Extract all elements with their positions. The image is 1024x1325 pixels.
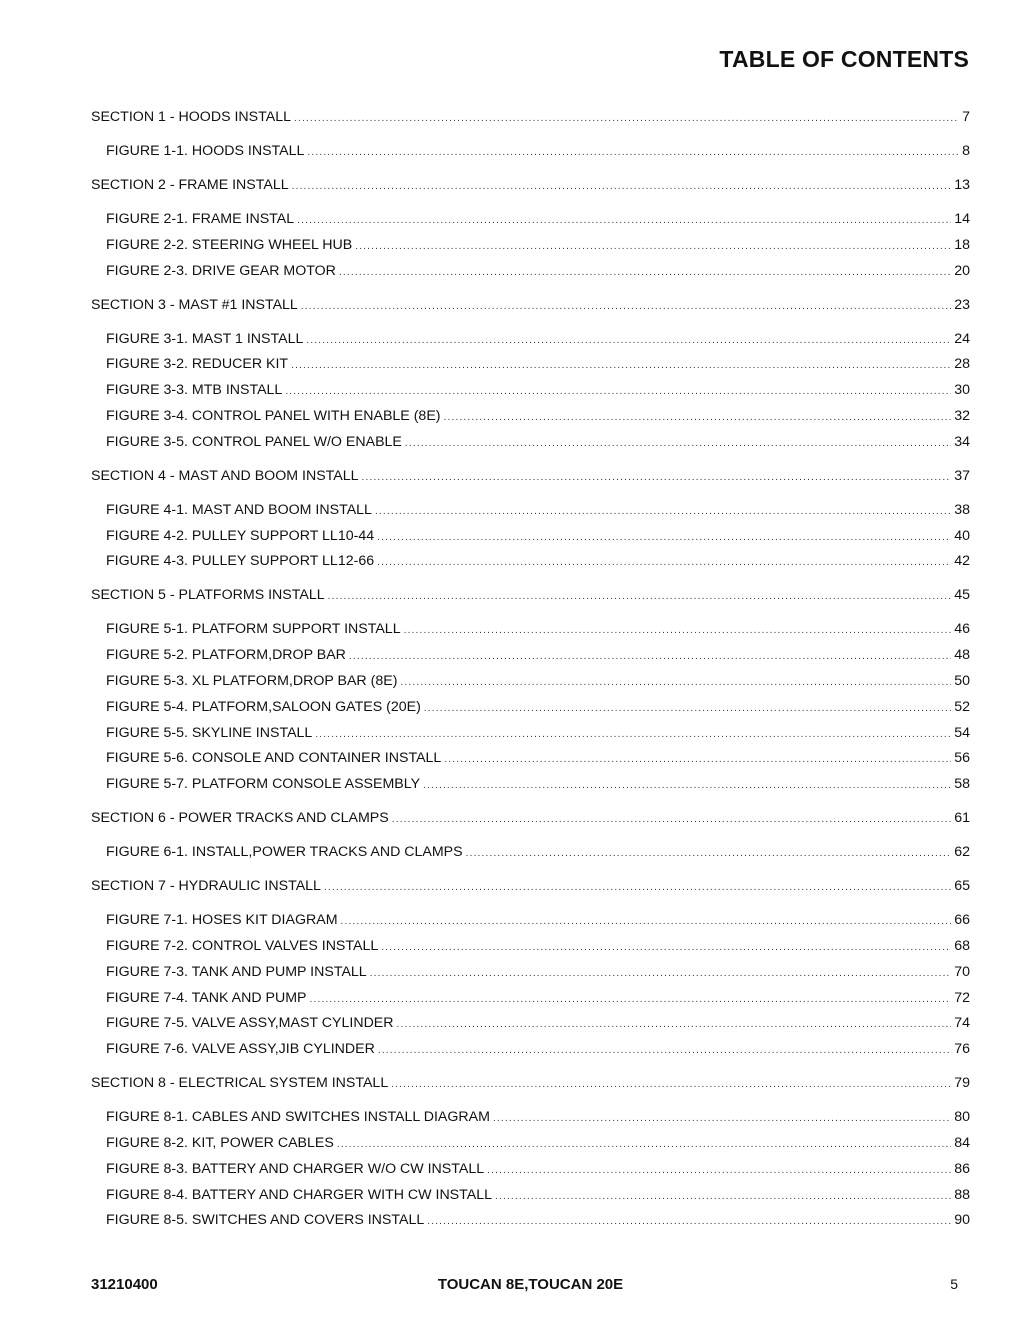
toc-entry[interactable]: [91, 467, 970, 485]
dot-leader: [391, 1078, 951, 1092]
toc-entry-label: FIGURE 2-2. STEERING WHEEL HUB: [106, 236, 353, 253]
toc-entry-page: 7: [962, 109, 970, 125]
toc-entry-label: SECTION 3 - MAST #1 INSTALL: [91, 296, 298, 313]
dot-leader: [397, 1018, 952, 1032]
toc-entry-label: FIGURE 4-1. MAST AND BOOM INSTALL: [106, 501, 372, 518]
toc-entry-label: FIGURE 1-1. HOODS INSTALL: [106, 143, 305, 159]
toc-entry-page: 88: [954, 1186, 970, 1203]
toc-entry[interactable]: [91, 527, 970, 545]
toc-entry[interactable]: [91, 407, 970, 425]
dot-leader: [493, 1112, 951, 1126]
toc-entry-page: 23: [954, 296, 970, 313]
toc-entry-label: FIGURE 3-5. CONTROL PANEL W/O ENABLE: [106, 433, 402, 450]
toc-entry[interactable]: [91, 586, 970, 604]
toc-entry[interactable]: [91, 1040, 970, 1058]
dot-leader: [291, 359, 951, 373]
toc-entry-page: 76: [954, 1041, 970, 1058]
toc-entry-label: FIGURE 5-4. PLATFORM,SALOON GATES (20E): [106, 698, 421, 715]
dot-leader: [378, 1044, 951, 1058]
toc-entry[interactable]: [91, 809, 970, 827]
toc-entry[interactable]: [91, 877, 970, 895]
dot-leader: [375, 505, 951, 519]
dot-leader: [306, 334, 951, 348]
dot-leader: [349, 650, 951, 664]
toc-entry-label: FIGURE 5-2. PLATFORM,DROP BAR: [106, 647, 346, 664]
toc-entry-page: 68: [954, 938, 970, 954]
toc-entry[interactable]: [91, 989, 970, 1007]
toc-entry-label: FIGURE 8-3. BATTERY AND CHARGER W/O CW INSTALL: [106, 1160, 485, 1177]
dot-leader: [400, 676, 951, 690]
dot-leader: [423, 779, 951, 793]
toc-entry[interactable]: [91, 501, 970, 519]
toc-entry-page: 28: [954, 356, 970, 373]
toc-entry-label: FIGURE 3-1. MAST 1 INSTALL: [106, 330, 304, 347]
toc-entry[interactable]: [91, 843, 970, 861]
dot-leader: [324, 881, 951, 895]
toc-entry[interactable]: [91, 1186, 970, 1204]
dot-leader: [405, 437, 951, 451]
toc-entry-label: SECTION 4 - MAST AND BOOM INSTALL: [91, 467, 359, 484]
toc-entry-page: 24: [954, 330, 970, 347]
toc-entry-label: FIGURE 8-2. KIT, POWER CABLES: [106, 1135, 334, 1151]
toc-entry-page: 38: [954, 501, 970, 518]
toc-entry[interactable]: [91, 1160, 970, 1178]
toc-entry[interactable]: [91, 330, 970, 348]
dot-leader: [292, 180, 952, 194]
toc-entry[interactable]: [91, 698, 970, 716]
toc-entry[interactable]: [91, 646, 970, 664]
dot-leader: [310, 993, 952, 1007]
toc-entry-page: 8: [962, 143, 970, 159]
toc-entry-label: FIGURE 4-3. PULLEY SUPPORT LL12-66: [106, 553, 375, 570]
dot-leader: [427, 1215, 951, 1229]
dot-leader: [355, 240, 951, 254]
toc-entry[interactable]: [91, 296, 970, 314]
toc-entry-page: 54: [954, 724, 970, 741]
toc-entry-page: 70: [954, 963, 970, 980]
toc-entry-label: FIGURE 7-3. TANK AND PUMP INSTALL: [106, 963, 367, 980]
toc-entry-page: 40: [954, 527, 970, 544]
toc-entry[interactable]: [91, 775, 970, 793]
dot-leader: [337, 1138, 951, 1152]
toc-entry-page: 84: [954, 1135, 970, 1151]
toc-entry-label: SECTION 5 - PLATFORMS INSTALL: [91, 587, 325, 604]
toc-entry-label: FIGURE 5-7. PLATFORM CONSOLE ASSEMBLY: [106, 776, 421, 793]
table-of-contents: [91, 0, 970, 1325]
dot-leader: [424, 702, 951, 716]
toc-entry-label: FIGURE 3-3. MTB INSTALL: [106, 382, 283, 399]
toc-entry[interactable]: [91, 1014, 970, 1032]
toc-entry-label: FIGURE 4-2. PULLEY SUPPORT LL10-44: [106, 527, 375, 544]
toc-entry[interactable]: [91, 210, 970, 228]
toc-entry-label: FIGURE 5-1. PLATFORM SUPPORT INSTALL: [106, 621, 401, 638]
dot-leader: [301, 300, 951, 314]
dot-leader: [377, 531, 951, 545]
toc-entry[interactable]: [91, 749, 970, 767]
toc-entry-page: 72: [954, 989, 970, 1006]
toc-entry-page: 56: [954, 750, 970, 767]
dot-leader: [377, 556, 951, 570]
toc-entry[interactable]: [91, 620, 970, 638]
dot-leader: [404, 624, 952, 638]
toc-entry-page: 74: [954, 1015, 970, 1032]
toc-entry-page: 58: [954, 776, 970, 793]
toc-entry-label: FIGURE 2-1. FRAME INSTAL: [106, 211, 295, 227]
toc-entry-label: FIGURE 5-6. CONSOLE AND CONTAINER INSTALL: [106, 750, 442, 767]
dot-leader: [339, 266, 951, 280]
toc-entry[interactable]: [91, 176, 970, 194]
page-title: TABLE OF CONTENTS: [719, 46, 969, 72]
toc-entry-label: FIGURE 7-4. TANK AND PUMP: [106, 989, 307, 1006]
toc-entry[interactable]: [91, 963, 970, 981]
toc-entry-label: FIGURE 7-2. CONTROL VALVES INSTALL: [106, 938, 379, 954]
toc-entry-page: 32: [954, 408, 970, 424]
toc-entry[interactable]: [91, 236, 970, 254]
dot-leader: [370, 967, 952, 981]
toc-entry-page: 14: [954, 211, 970, 227]
toc-entry[interactable]: [91, 1074, 970, 1092]
toc-entry[interactable]: [91, 262, 970, 280]
toc-entry[interactable]: [91, 355, 970, 373]
toc-entry[interactable]: [91, 911, 970, 929]
toc-entry-page: 42: [954, 553, 970, 570]
dot-leader: [315, 728, 951, 742]
dot-leader: [381, 941, 951, 955]
toc-entry-label: FIGURE 3-4. CONTROL PANEL WITH ENABLE (8E): [106, 408, 441, 424]
toc-entry-label: SECTION 6 - POWER TRACKS AND CLAMPS: [91, 810, 389, 827]
toc-entry-label: FIGURE 5-3. XL PLATFORM,DROP BAR (8E): [106, 673, 398, 689]
toc-entry[interactable]: [91, 724, 970, 742]
toc-entry[interactable]: [91, 108, 970, 126]
dot-leader: [285, 385, 951, 399]
dot-leader: [362, 471, 952, 485]
toc-entry[interactable]: [91, 672, 970, 690]
toc-entry-label: SECTION 8 - ELECTRICAL SYSTEM INSTALL: [91, 1075, 389, 1092]
toc-entry-page: 50: [954, 673, 970, 689]
toc-entry[interactable]: [91, 381, 970, 399]
toc-entry[interactable]: [91, 552, 970, 570]
dot-leader: [307, 146, 959, 160]
toc-entry-label: FIGURE 2-3. DRIVE GEAR MOTOR: [106, 262, 336, 279]
dot-leader: [444, 753, 951, 767]
document-number: 31210400: [91, 1276, 158, 1293]
toc-entry-label: FIGURE 7-5. VALVE ASSY,MAST CYLINDER: [106, 1015, 394, 1032]
dot-leader: [444, 411, 952, 425]
toc-entry[interactable]: [91, 937, 970, 955]
toc-entry-label: FIGURE 3-2. REDUCER KIT: [106, 356, 289, 373]
toc-entry-label: SECTION 7 - HYDRAULIC INSTALL: [91, 878, 321, 895]
toc-entry-page: 46: [954, 621, 970, 638]
toc-entry-page: 66: [954, 912, 970, 929]
page-number: 5: [950, 1276, 958, 1292]
toc-entry-page: 62: [954, 844, 970, 861]
toc-entry[interactable]: [91, 1108, 970, 1126]
toc-entry-page: 79: [954, 1075, 970, 1092]
toc-entry-page: 48: [954, 647, 970, 664]
toc-entry-page: 86: [954, 1160, 970, 1177]
toc-entry[interactable]: [91, 142, 970, 160]
toc-entry-page: 34: [954, 433, 970, 450]
product-name: TOUCAN 8E,TOUCAN 20E: [437, 1276, 624, 1293]
toc-entry-page: 52: [954, 698, 970, 715]
dot-leader: [466, 847, 952, 861]
toc-entry-page: 45: [954, 587, 970, 604]
toc-entry[interactable]: [91, 433, 970, 451]
dot-leader: [495, 1190, 951, 1204]
toc-entry-label: FIGURE 8-1. CABLES AND SWITCHES INSTALL DIAGRAM: [106, 1109, 490, 1126]
toc-entry[interactable]: [91, 1134, 970, 1152]
toc-entry-label: FIGURE 5-5. SKYLINE INSTALL: [106, 724, 313, 741]
toc-entry-page: 61: [954, 810, 970, 827]
dot-leader: [341, 915, 952, 929]
toc-entry-page: 20: [954, 262, 970, 279]
dot-leader: [328, 590, 952, 604]
dot-leader: [392, 813, 951, 827]
dot-leader: [487, 1164, 951, 1178]
dot-leader: [297, 214, 951, 228]
toc-entry-label: FIGURE 8-5. SWITCHES AND COVERS INSTALL: [106, 1212, 425, 1229]
toc-entry-label: FIGURE 7-1. HOSES KIT DIAGRAM: [106, 912, 338, 929]
toc-entry-page: 13: [954, 177, 970, 193]
toc-entry-page: 18: [954, 236, 970, 253]
toc-entry-label: FIGURE 6-1. INSTALL,POWER TRACKS AND CLAMPS: [106, 844, 463, 861]
page-footer: [91, 1276, 970, 1296]
toc-entry[interactable]: [91, 1211, 970, 1229]
toc-entry-page: 65: [954, 878, 970, 895]
toc-entry-page: 37: [954, 467, 970, 484]
dot-leader: [294, 112, 959, 126]
toc-entry-label: SECTION 1 - HOODS INSTALL: [91, 109, 291, 125]
toc-entry-label: SECTION 2 - FRAME INSTALL: [91, 177, 289, 193]
toc-entry-page: 90: [954, 1212, 970, 1229]
toc-entry-page: 80: [954, 1109, 970, 1126]
toc-entry-page: 30: [954, 382, 970, 399]
toc-entry-label: FIGURE 7-6. VALVE ASSY,JIB CYLINDER: [106, 1041, 375, 1058]
toc-entry-label: FIGURE 8-4. BATTERY AND CHARGER WITH CW INSTALL: [106, 1186, 493, 1203]
